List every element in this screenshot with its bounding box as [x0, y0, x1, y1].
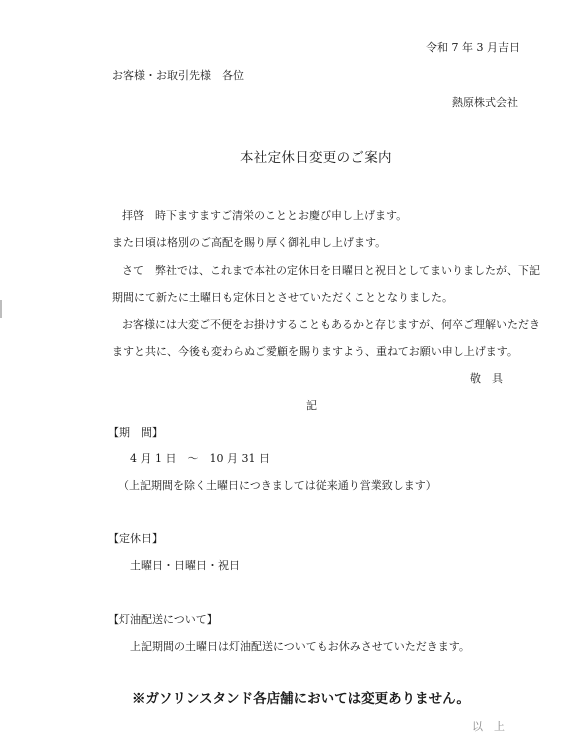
holidays-days: 土曜日・日曜日・祝日 [130, 559, 240, 572]
date: 令和 7 年 3 月吉日 [426, 41, 520, 54]
period-heading: 【期 間】 [108, 426, 163, 439]
period-note: （上記期間を除く土曜日につきましては従来通り営業致します） [118, 479, 437, 492]
holidays-heading: 【定休日】 [108, 532, 163, 545]
kerosene-text: 上記期間の土曜日は灯油配送についてもお休みさせていただきます。 [130, 640, 470, 653]
end-marker: 以 上 [472, 720, 505, 733]
body-line-1: 拝啓 時下ますますご清栄のこととお慶び申し上げます。 [122, 209, 408, 222]
ki-marker: 記 [306, 399, 317, 412]
body-line-3: さて 弊社では、これまで本社の定休日を日曜日と祝日としてまいりましたが、下記 [122, 264, 540, 277]
recipient: お客様・お取引先様 各位 [112, 69, 244, 82]
gas-station-notice: ※ガソリンスタンド各店舗においては変更ありません。 [132, 691, 470, 707]
document-title: 本社定休日変更のご案内 [240, 150, 392, 166]
body-line-4: 期間にて新たに土曜日も定休日とさせていただくこととなりました。 [112, 291, 453, 304]
closing: 敬 具 [470, 372, 503, 385]
kerosene-heading: 【灯油配送について】 [108, 613, 218, 626]
period-range: 4 月 1 日 ～ 10 月 31 日 [130, 452, 270, 465]
page-edge-marker [0, 300, 2, 318]
body-line-2: また日頃は格別のご高配を賜り厚く御礼申し上げます。 [112, 236, 387, 249]
sender: 熱原株式会社 [452, 96, 518, 109]
body-line-6: ますと共に、今後も変わらぬご愛顧を賜りますよう、重ねてお願い申し上げます。 [112, 345, 518, 358]
body-line-5: お客様には大変ご不便をお掛けすることもあるかと存じますが、何卒ご理解いただき [122, 318, 540, 331]
